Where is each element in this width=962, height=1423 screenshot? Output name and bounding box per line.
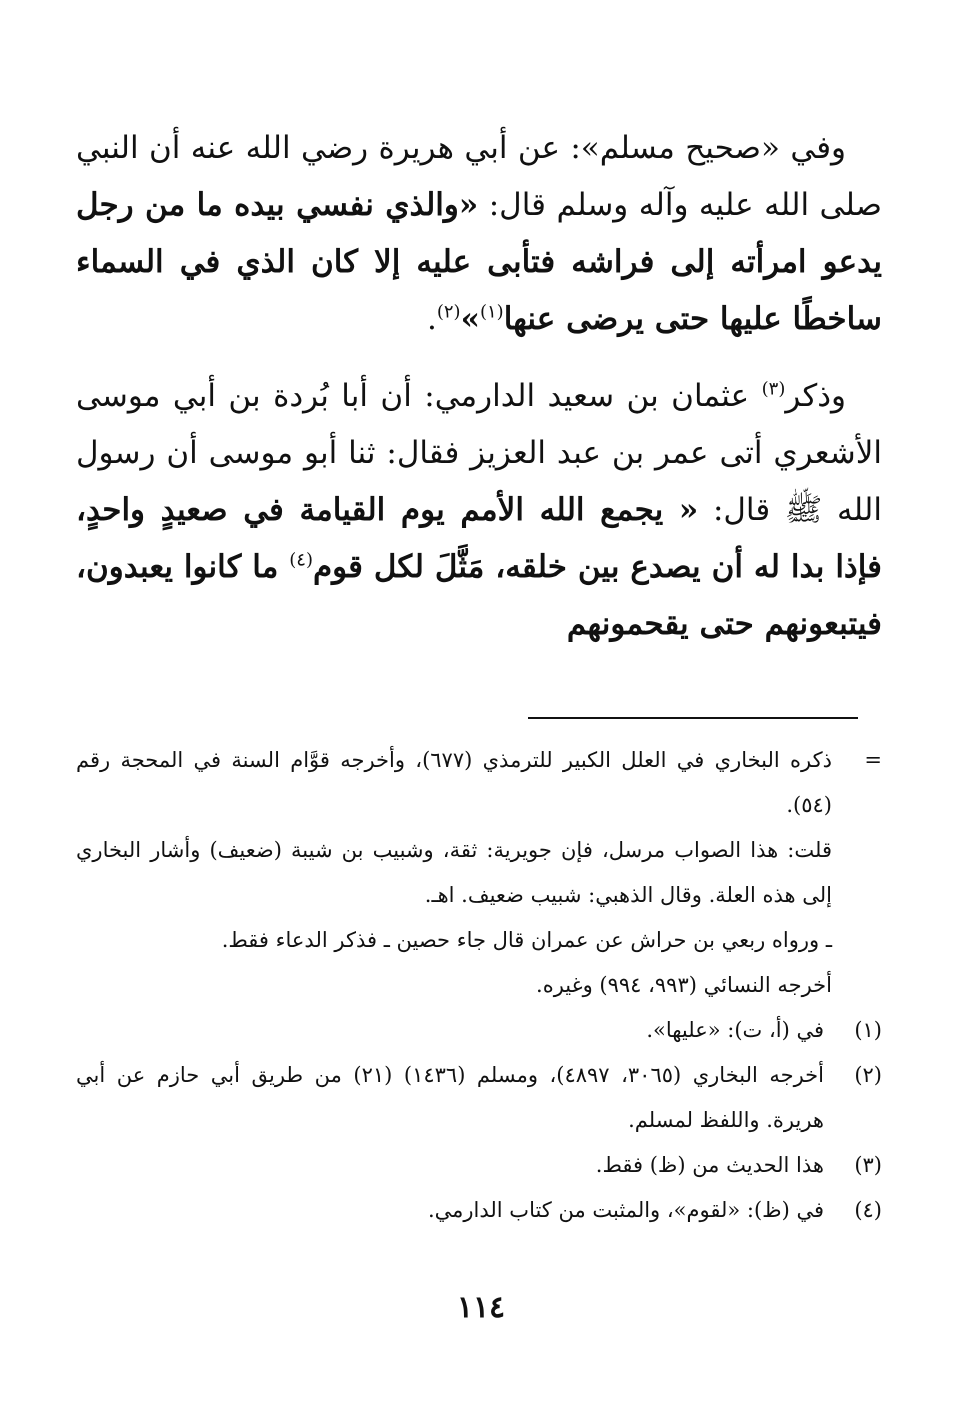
p1-end: . — [426, 301, 437, 337]
footnote-number: (١) — [854, 1018, 882, 1042]
footnote-text: في (أ، ت): «عليها». — [646, 1018, 824, 1042]
footnote-separator — [528, 717, 858, 719]
footnote-item — [76, 1143, 882, 1188]
footnote-text: هذا الحديث من (ظ) فقط. — [595, 1153, 824, 1177]
footnote-ref-4[interactable]: (٤) — [289, 549, 313, 571]
footnote-number: (٤) — [854, 1198, 882, 1222]
footnote-continuation — [76, 738, 882, 1008]
quote-close: » — [460, 301, 480, 337]
footnote-ref-3[interactable]: (٣) — [761, 378, 786, 400]
hadith-quote-1: «والذي نفسي بيده ما من رجل يدعو امرأته إلى فراشه فتأبى عليه إلا كان الذي في السماء ساخطًا عليها حتى يرضى عنها — [76, 187, 882, 337]
footnote-number: (٣) — [854, 1153, 882, 1177]
footnotes — [76, 738, 882, 1233]
footnote-cont-line: ـ ورواه ربعي بن حراش عن عمران قال جاء حصين ـ فذكر الدعاء فقط. — [221, 928, 832, 952]
footnote-ref-1[interactable]: (١) — [479, 301, 504, 323]
footnote-ref-2[interactable]: (٢) — [436, 301, 461, 323]
hadith-quote-2a: « يجمع الله الأمم يوم القيامة في صعيدٍ واحدٍ، فإذا بدا له أن يصدع بين خلقه، مَثَّلَ لكل قوم — [76, 492, 882, 585]
p2-text-a: وذكر — [785, 378, 846, 414]
footnote-cont-line: ذكره البخاري في العلل الكبير للترمذي (٦٧٧)، وأخرجه قوَّام السنة في المحجة رقم (٥٤). — [76, 748, 832, 817]
continuation-mark: = — [864, 748, 882, 772]
main-text — [76, 120, 882, 673]
page-number: ١١٤ — [456, 1290, 506, 1325]
footnote-cont-line: قلت: هذا الصواب مرسل، فإن جويرية: ثقة، وشبيب بن شيبة (ضعيف) وأشار البخاري إلى هذه العلة. وقال الذهبي: شبيب ضعيف. اهـ. — [76, 838, 832, 907]
footnote-number: (٢) — [854, 1063, 882, 1087]
footnote-item — [76, 1008, 882, 1053]
footnote-text: أخرجه البخاري (٣٠٦٥، ٤٨٩٧)، ومسلم (١٤٣٦) (٢١) من طريق أبي حازم عن أبي هريرة. واللفظ لمسلم. — [76, 1063, 824, 1132]
footnote-item — [76, 1053, 882, 1143]
paragraph-2 — [76, 368, 882, 653]
paragraph-1 — [76, 120, 882, 348]
p1-text: وفي «صحيح مسلم»: عن أبي هريرة رضي الله عنه أن النبي صلى الله عليه وآله وسلم قال: — [76, 130, 882, 223]
hadith-quote-2b: ما كانوا يعبدون، فيتبعونهم حتى يقحمونهم — [76, 549, 882, 642]
footnote-item — [76, 1188, 882, 1233]
p2-text-b: عثمان بن سعيد الدارمي: أن أبا بُردة بن أبي موسى الأشعري أتى عمر بن عبد العزيز فقال: ثنا أبو موسى أن رسول الله ﷺ قال: — [76, 378, 882, 528]
footnote-cont-line: أخرجه النسائي (٩٩٣، ٩٩٤) وغيره. — [536, 973, 832, 997]
footnote-text: في (ظ): «لقوم»، والمثبت من كتاب الدارمي. — [427, 1198, 824, 1222]
